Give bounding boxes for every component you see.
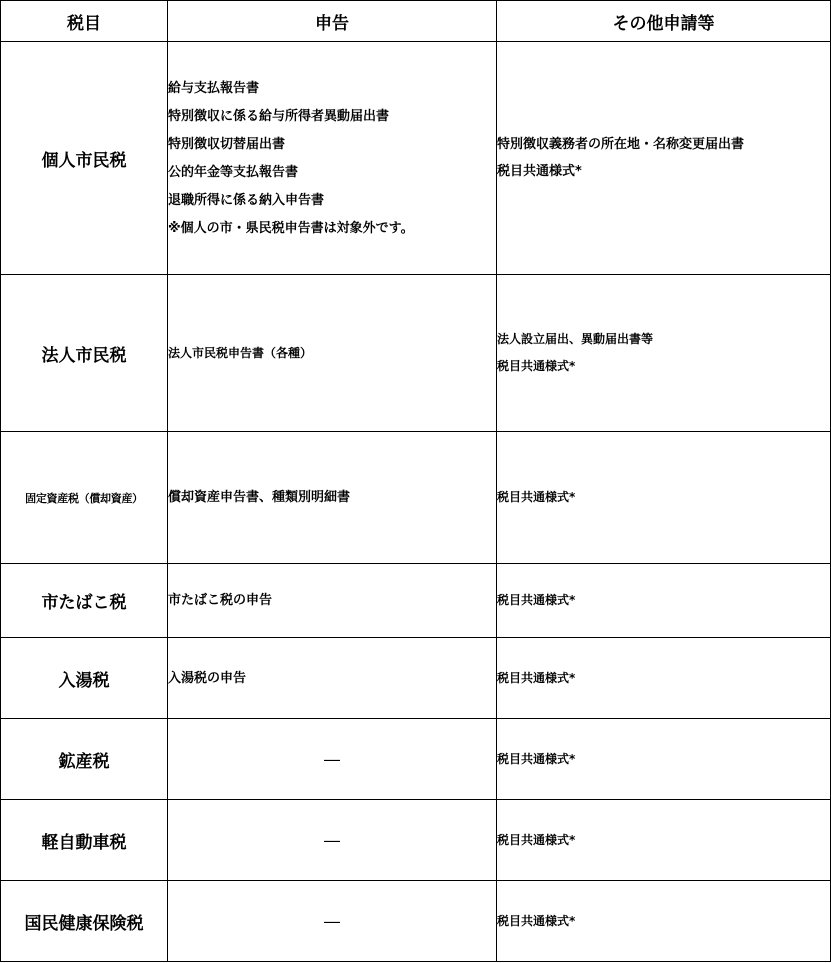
other-item: 法人設立届出、異動届出書等 [497,332,654,346]
tax-name-cell: 固定資産税（償却資産） [1,432,168,564]
other-cell [497,638,831,719]
filing-item: 退職所得に係る納入申告書 [168,192,325,208]
table-row [1,800,831,881]
filing-item: 公的年金等支払報告書 [168,164,299,180]
filing-cell [168,564,497,638]
filing-cell [168,275,497,432]
other-item: 税目共通様式* [497,751,576,766]
filing-note: ※個人の市・県民税申告書は対象外です。 [168,220,414,236]
header-tax: 税目 [1,1,168,42]
header-other: その他申請等 [497,1,831,42]
filing-item: 特別徴収に係る給与所得者異動届出書 [168,108,390,124]
tax-name-cell: 軽自動車税 [1,800,168,881]
table-row [1,275,831,432]
other-item: 税目共通様式* [497,359,576,373]
header-row [1,1,831,42]
tax-name-cell: 国民健康保険税 [1,881,168,962]
filing-cell [168,638,497,719]
table-row [1,719,831,800]
other-item: 税目共通様式* [497,913,576,928]
tax-name-cell: 入湯税 [1,638,168,719]
filing-cell [168,432,497,564]
tax-name-cell: 市たばこ税 [1,564,168,638]
table-row [1,432,831,564]
other-cell [497,800,831,881]
filing-item: 市たばこ税の申告 [168,593,273,608]
other-cell [497,881,831,962]
other-item: 税目共通様式* [497,832,576,847]
table-row [1,881,831,962]
table-row [1,638,831,719]
other-cell [497,719,831,800]
other-cell [497,432,831,564]
other-cell [497,564,831,638]
filing-cell [168,42,497,275]
filing-item: 特別徴収切替届出書 [168,136,286,152]
filing-cell: ― [168,881,497,962]
filing-item: 償却資産申告書、種類別明細書 [168,490,351,505]
other-item: 税目共通様式* [497,164,582,179]
table-row [1,564,831,638]
header-filing: 申告 [168,1,497,42]
filing-cell: ― [168,800,497,881]
tax-name-cell: 個人市民税 [1,42,168,275]
other-cell [497,275,831,432]
other-item: 特別徴収義務者の所在地・名称変更届出書 [497,137,745,152]
other-item: 税目共通様式* [497,593,576,607]
tax-name-cell: 法人市民税 [1,275,168,432]
tax-name-cell: 鉱産税 [1,719,168,800]
other-item: 税目共通様式* [497,490,576,504]
table-row [1,42,831,275]
other-cell [497,42,831,275]
other-item: 税目共通様式* [497,670,576,685]
filing-item: 法人市民税申告書（各種） [168,345,313,360]
filing-item: 入湯税の申告 [168,670,247,686]
filing-cell: ― [168,719,497,800]
filing-item: 給与支払報告書 [168,80,260,96]
